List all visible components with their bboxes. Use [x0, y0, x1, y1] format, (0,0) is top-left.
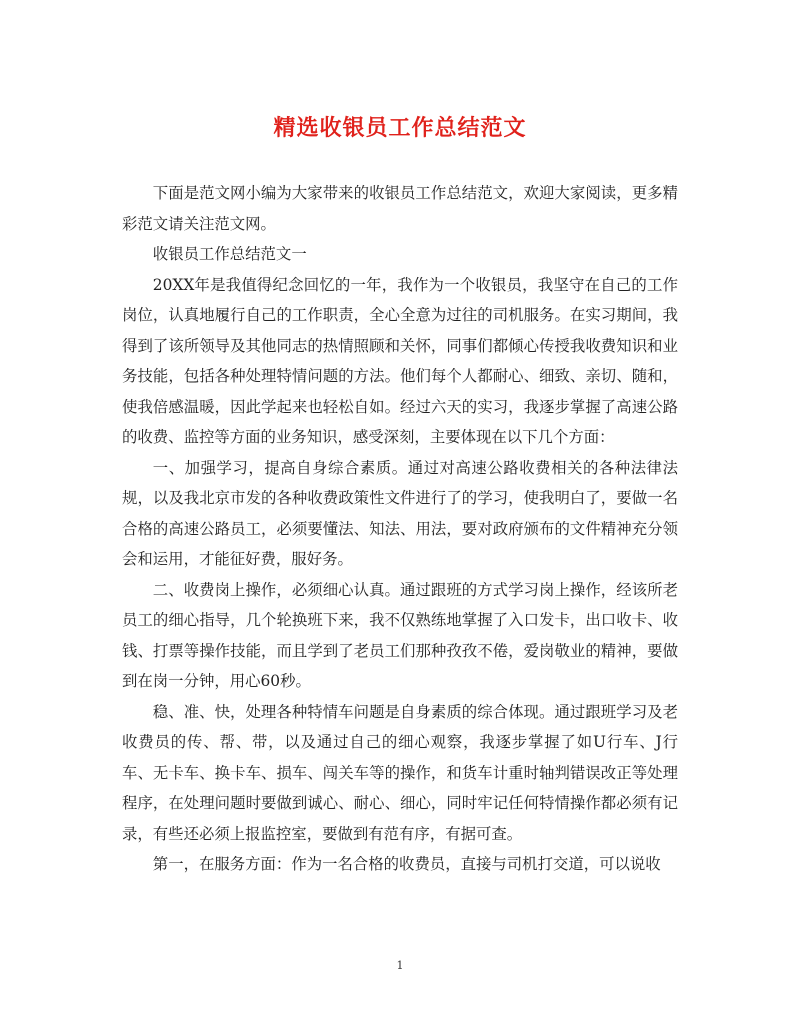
- paragraph-operation: 二、收费岗上操作，必须细心认真。通过跟班的方式学习岗上操作，经该所老员工的细心指导，几个轮换班下来，我不仅熟练地掌握了入口发卡，出口收卡、收钱、打票等操作技能，而且学到了老员工们那种孜孜不倦，爱岗敬业的精神，要做到在岗一分钟，用心60秒。: [122, 580, 678, 690]
- paragraph-overview: 20XX年是我值得纪念回忆的一年，我作为一个收银员，我坚守在自己的工作岗位，认真地履行自己的工作职责，全心全意为过往的司机服务。在实习期间，我得到了该所领导及其他同志的热情照顾和关怀，同事们都倾心传授我收费知识和业务技能，包括各种处理特情问题的方法。他们每个人都耐心、细致、亲切、随和，使我倍感温暖，因此学起来也轻松自如。经过六天的实习，我逐步掌握了高速公路的收费、监控等方面的业务知识，感受深刻，主要体现在以下几个方面：: [122, 275, 678, 446]
- page-number: 1: [396, 959, 404, 972]
- document-title: 精选收银员工作总结范文: [273, 115, 527, 141]
- document-body: [122, 178, 678, 880]
- paragraph-learning: 一、加强学习，提高自身综合素质。通过对高速公路收费相关的各种法律法规，以及我北京市发的各种收费政策性文件进行了的学习，使我明白了，要做一名合格的高速公路员工，必须要懂法、知法、用法，要对政府颁布的文件精神充分领会和运用，才能征好费，服好务。: [122, 458, 678, 568]
- paragraph-special-cases: 稳、准、快，处理各种特情车问题是自身素质的综合体现。通过跟班学习及老收费员的传、帮、带，以及通过自己的细心观察，我逐步掌握了如U行车、J行车、无卡车、换卡车、损车、闯关车等的操作，和货车计重时轴判错误改正等处理程序，在处理问题时要做到诚心、耐心、细心，同时牢记任何特情操作都必须有记录，有些还必须上报监控室，要做到有范有序，有据可查。: [122, 702, 678, 843]
- paragraph-intro: 下面是范文网小编为大家带来的收银员工作总结范文，欢迎大家阅读，更多精彩范文请关注范文网。: [122, 184, 678, 233]
- paragraph-service: 第一，在服务方面：作为一名合格的收费员，直接与司机打交道，可以说收: [152, 855, 661, 873]
- section-heading: 收银员工作总结范文一: [152, 245, 307, 263]
